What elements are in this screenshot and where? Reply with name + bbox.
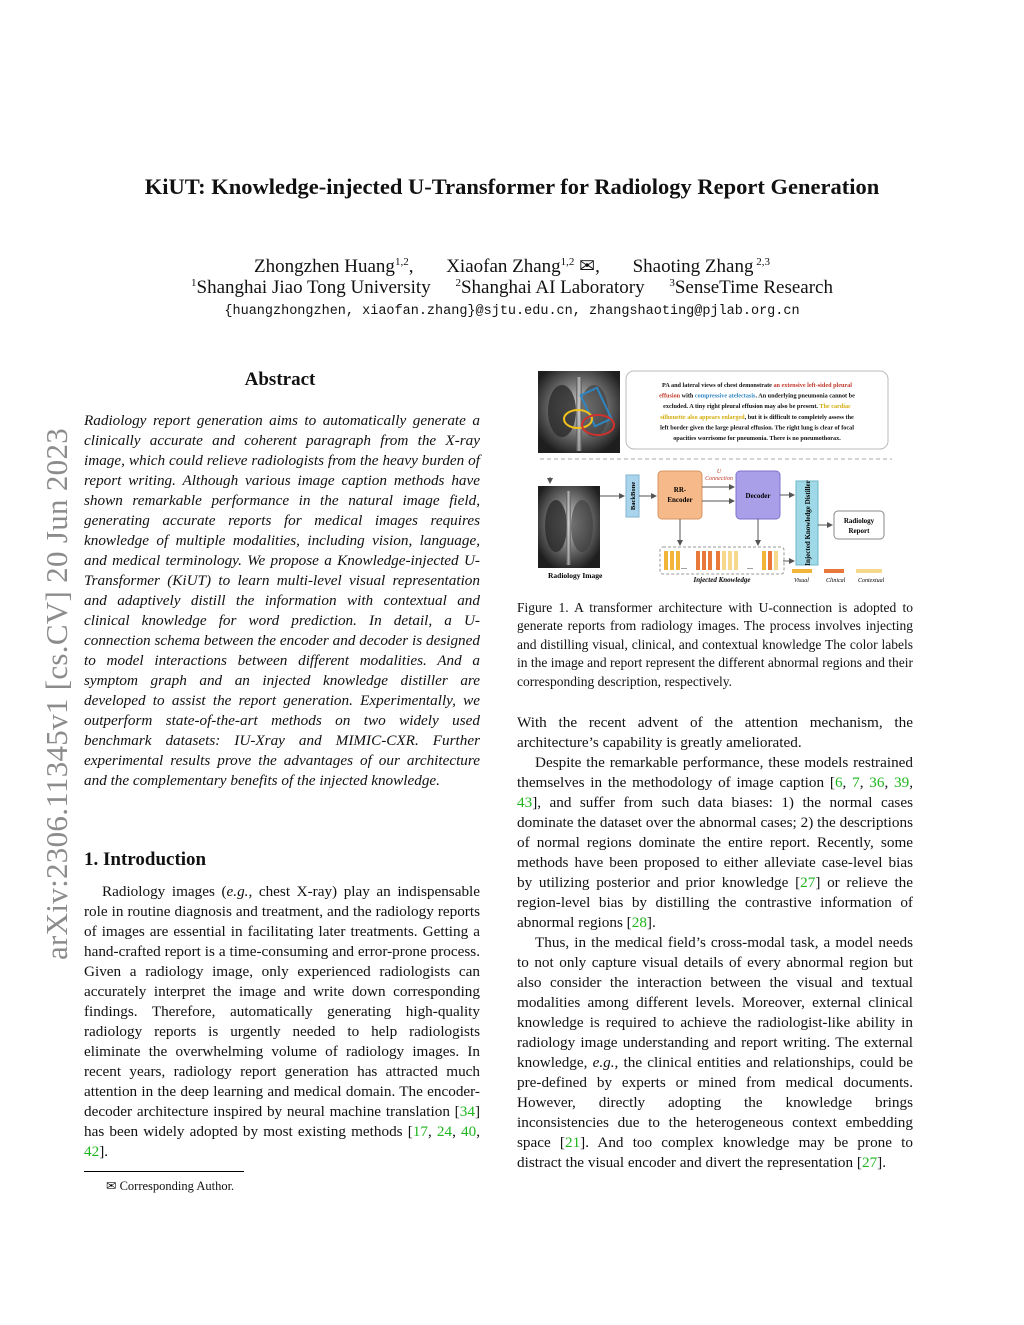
report-line: PA and lateral views of chest demonstrate an extensive left-sided pleural	[662, 382, 852, 389]
legend-clinical-swatch	[824, 569, 844, 573]
citation-link[interactable]: 7	[852, 774, 860, 791]
rr-encoder-block	[658, 471, 702, 519]
citation-link[interactable]: 34	[459, 1103, 475, 1120]
affiliation: $^3$SenseTime Research	[669, 277, 833, 298]
citation-link[interactable]: 17	[412, 1123, 428, 1140]
knowledge-token	[762, 551, 766, 570]
knowledge-token	[768, 551, 772, 570]
citation-link[interactable]: 24	[436, 1123, 453, 1140]
paragraph: With the recent advent of the attention mechanism, the architecture’s capability is greatly ameliorated.	[517, 714, 913, 751]
author-list	[0, 255, 1024, 278]
token-ellipsis: ...	[747, 562, 753, 571]
knowledge-token	[722, 551, 726, 570]
distiller-label: Injected Knowledge Distiller	[804, 480, 812, 566]
architecture-diagram	[536, 369, 896, 594]
affiliation: $^2$Shanghai AI Laboratory	[455, 277, 645, 298]
citation-link[interactable]: 42	[84, 1143, 100, 1160]
author: Shaoting Zhang $^{2,3}$	[632, 256, 770, 277]
knowledge-token	[702, 551, 706, 570]
footnote: ✉ Corresponding Author.	[106, 1179, 235, 1193]
introduction-body	[84, 882, 480, 1162]
radiology-image-label: Radiology Image	[548, 571, 603, 580]
knowledge-token	[728, 551, 732, 570]
arxiv-sidebar	[14, 360, 74, 960]
report-line: left border given the large pleural effusion. The right lung is clear of focal	[660, 424, 854, 432]
backbone-label: BackBone	[630, 481, 637, 511]
xray-image-bottom	[538, 486, 600, 568]
knowledge-token	[676, 551, 680, 570]
citation-link[interactable]: 28	[631, 914, 647, 931]
abstract-heading: Abstract	[244, 369, 316, 390]
knowledge-token	[670, 551, 674, 570]
citation-link[interactable]: 36	[869, 774, 885, 791]
injected-knowledge-label: Injected Knowledge	[693, 576, 751, 584]
knowledge-token	[734, 551, 738, 570]
author: Xiaofan Zhang$^{1,2}$ ✉,	[446, 256, 600, 277]
abstract-text: Radiology report generation aims to automatically generate a clinically accurate and coherent paragraph from the X-ray image, which could relieve radiologists from the heavy burden of report writing. Although various image caption methods have shown remarkable performance in the natural image field, generating accurate reports for medical images requires knowledge of multiple modalities, including vision, language, and medical terminology. We propose a Knowledge-injected U-Transformer (KiUT) to learn multi-level visual representation and adaptively distill the information with contextual and clinical knowledge for word prediction. In detail, a U-connection schema between the encoder and decoder is designed to model interactions between different modalities. And a symptom graph and an injected knowledge distiller are developed to assist the report generation. Experimentally, we outperform state-of-the-art methods on two widely used benchmark datasets: IU-Xray and MIMIC-CXR. Further experimental results prove the advantages of our architecture and the complementary benefits of the injected knowledge.	[84, 412, 480, 789]
report-line: excluded. A tiny right pleural effusion may also be present. The cardiac	[663, 403, 851, 411]
figure-caption: Figure 1. A transformer architecture with U-connection is adopted to generate reports from radiology images. The process involves injecting and distilling visual, clinical, and contextual knowledge The color labels in the image and report represent the different abnormal regions and their corresponding description, respectively.	[517, 600, 913, 689]
knowledge-token	[664, 551, 668, 570]
u-connection-label-2: Connection	[705, 476, 733, 482]
author-emails: {huangzhongzhen, xiaofan.zhang}@sjtu.edu.cn, zhangshaoting@pjlab.org.cn	[224, 304, 800, 319]
paragraph: Thus, in the medical field’s cross-modal task, a model needs to not only capture visual details of every abnormal region but also consider the interaction between the visual and textual modalities among different levels. Moreover, external clinical knowledge is required to achieve the radiologist-like ability in radiology image understanding and report writing. The external knowledge, e.g., the clinical entities and relationships, could be pre-defined by experts or mined from medical documents. However, directly adopting the knowledge brings inconsistencies due to the heterogeneous context embedding space [21]. And too complex knowledge may be prone to distract the visual encoder and divert the representation [27].	[517, 934, 914, 1171]
knowledge-token	[696, 551, 700, 570]
report-label-2: Report	[848, 527, 870, 535]
author: Zhongzhen Huang$^{1,2}$,	[254, 256, 414, 277]
citation-link[interactable]: 27	[861, 1154, 878, 1171]
rr-encoder-label-2: Encoder	[667, 496, 693, 504]
legend-contextual: Contextual	[858, 578, 885, 584]
rr-encoder-label: RR-	[673, 486, 687, 494]
introduction-heading: 1. Introduction	[84, 849, 207, 870]
citation-link[interactable]: 6	[834, 774, 843, 791]
knowledge-token	[774, 551, 778, 570]
arxiv-id: arXiv:2306.11345v1 [cs.CV] 20 Jun 2023	[39, 427, 74, 960]
citation-link[interactable]: 39	[894, 774, 910, 791]
token-ellipsis: ...	[681, 562, 687, 571]
legend-visual: Visual	[794, 578, 809, 584]
citation-link[interactable]: 21	[564, 1134, 581, 1151]
footnote-rule	[84, 1171, 244, 1172]
report-line: effusion with compressive atelectasis. An underlying pneumonia cannot be	[659, 392, 855, 400]
figure-1	[536, 369, 896, 594]
xray-image-top	[538, 371, 620, 453]
knowledge-token	[716, 551, 720, 570]
citation-link[interactable]: 27	[800, 874, 816, 891]
report-line: silhouette also appears enlarged, but it is difficult to completely assess the	[660, 413, 854, 421]
paper-title: KiUT: Knowledge-injected U-Transformer for Radiology Report Generation	[144, 174, 880, 199]
affiliation: $^1$Shanghai Jiao Tong University	[191, 277, 431, 298]
citation-link[interactable]: 40	[461, 1123, 477, 1140]
legend-clinical: Clinical	[826, 578, 846, 584]
report-label: Radiology	[843, 517, 875, 525]
affiliation-list	[0, 277, 1024, 299]
decoder-label: Decoder	[745, 492, 771, 500]
legend-contextual-swatch	[856, 569, 882, 573]
legend-visual-swatch	[792, 569, 812, 573]
report-line: opacities worrisome for pneumonia. There is no pneumothorax.	[673, 435, 841, 442]
intro-paragraph: Radiology images (e.g., chest X-ray) play an indispensable role in routine diagnosis and treatment, and the radiology reports of images are essential in facilitating later treatments. Getting a hand-crafted report is a time-consuming and error-prone process. Given a radiology image, only experienced radiologists can accurately interpret the image and write down corresponding findings. Therefore, automatically generating high-quality radiology reports is urgently needed to help radiologists eliminate the overwhelming volume of radiology images. In recent years, radiology report generation has attracted much attention in the deep learning and medical domain. The encoder-decoder architecture inspired by neural machine translation [34] has been widely adopted by most existing methods [17, 24, 40, 42].	[84, 883, 481, 1160]
u-connection-label: U	[716, 469, 722, 475]
right-column-body	[517, 713, 913, 1173]
citation-link[interactable]: 43	[517, 794, 533, 811]
knowledge-token	[708, 551, 712, 570]
paragraph: Despite the remarkable performance, these models restrained themselves in the methodology of image caption [6, 7, 36, 39, 43], and suffer from such data biases: 1) the normal cases dominate the dataset over the abnormal cases; 2) the descriptions of normal regions dominate the entire report. Recently, some methods have been proposed to either alleviate case-level bias by utilizing posterior and prior knowledge [27] or relieve the region-level bias by distilling the contrastive information of abnormal regions [28].	[517, 754, 914, 931]
